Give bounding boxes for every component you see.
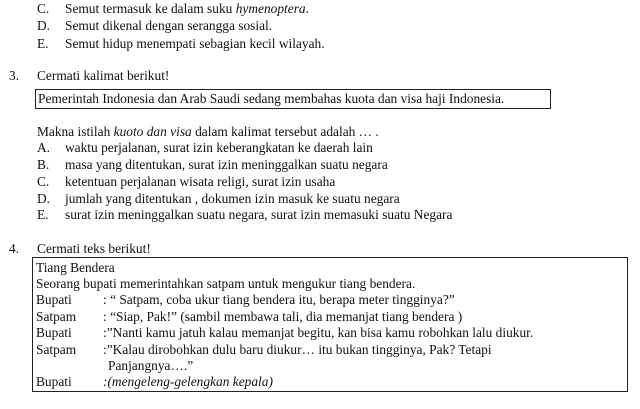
option-letter: E. xyxy=(37,207,49,222)
option-text: jumlah yang ditentukan , dokumen izin masuk ke suatu negara xyxy=(65,191,400,206)
option-text: waktu perjalanan, surat izin keberangkatan ke daerah lain xyxy=(65,140,373,155)
dialog-speaker: Bupati xyxy=(36,325,72,340)
boxed-sentence: Pemerintah Indonesia dan Arab Saudi sedang membahas kuota dan visa haji Indonesia. xyxy=(38,91,505,106)
dialog-text: : “Siap, Pak!” (sambil membawa tali, dia memanjat tiang bendera ) xyxy=(103,309,463,324)
text-intro: Seorang bupati memerintahkan satpam untuk mengukur tiang bendera. xyxy=(36,276,416,291)
option-text: surat izin meninggalkan suatu negara, surat izin memasuki suatu Negara xyxy=(65,207,453,222)
dialog-speaker: Bupati xyxy=(36,374,72,389)
option-text: Semut hidup menempati sebagian kecil wilayah. xyxy=(65,36,325,51)
option-text: masa yang ditentukan, surat izin meninggalkan suatu negara xyxy=(65,157,388,172)
question-prompt: Cermati kalimat berikut! xyxy=(37,68,170,83)
option-letter: C. xyxy=(37,174,50,189)
option-text: Semut termasuk ke dalam suku hymenoptera. xyxy=(65,1,309,16)
option-letter: D. xyxy=(37,191,51,206)
question-text: Makna istilah kuoto dan visa dalam kalimat tersebut adalah … . xyxy=(37,124,379,139)
option-text: ketentuan perjalanan wisata religi, surat izin usaha xyxy=(65,174,336,189)
question-number: 4. xyxy=(9,241,20,256)
dialog-text: : “ Satpam, coba ukur tiang bendera itu, berapa meter tingginya?” xyxy=(103,292,455,307)
text-box xyxy=(32,257,628,392)
question-prompt: Cermati teks berikut! xyxy=(37,241,151,256)
dialog-speaker: Satpam xyxy=(36,342,77,357)
option-letter: B. xyxy=(37,157,50,172)
option-letter: D. xyxy=(37,18,51,33)
option-letter: E. xyxy=(37,36,49,51)
dialog-text: :”Kalau dirobohkan dulu baru diukur… itu bukan tingginya, Pak? Tetapi xyxy=(103,342,492,357)
dialog-text-continued: Panjangnya….” xyxy=(108,358,194,373)
boxed-sentence-frame xyxy=(35,89,551,109)
question-number: 3. xyxy=(9,68,20,83)
dialog-speaker: Satpam xyxy=(36,309,77,324)
option-letter: C. xyxy=(37,1,50,16)
option-letter: A. xyxy=(37,140,51,155)
dialog-text: :”Nanti kamu jatuh kalau memanjat begitu, kan bisa kamu robohkan lalu diukur. xyxy=(103,325,534,340)
option-text: Semut dikenal dengan serangga sosial. xyxy=(65,18,273,33)
dialog-text: :(mengeleng-gelengkan kepala) xyxy=(103,374,273,389)
text-title: Tiang Bendera xyxy=(36,260,115,275)
dialog-speaker: Bupati xyxy=(36,292,72,307)
